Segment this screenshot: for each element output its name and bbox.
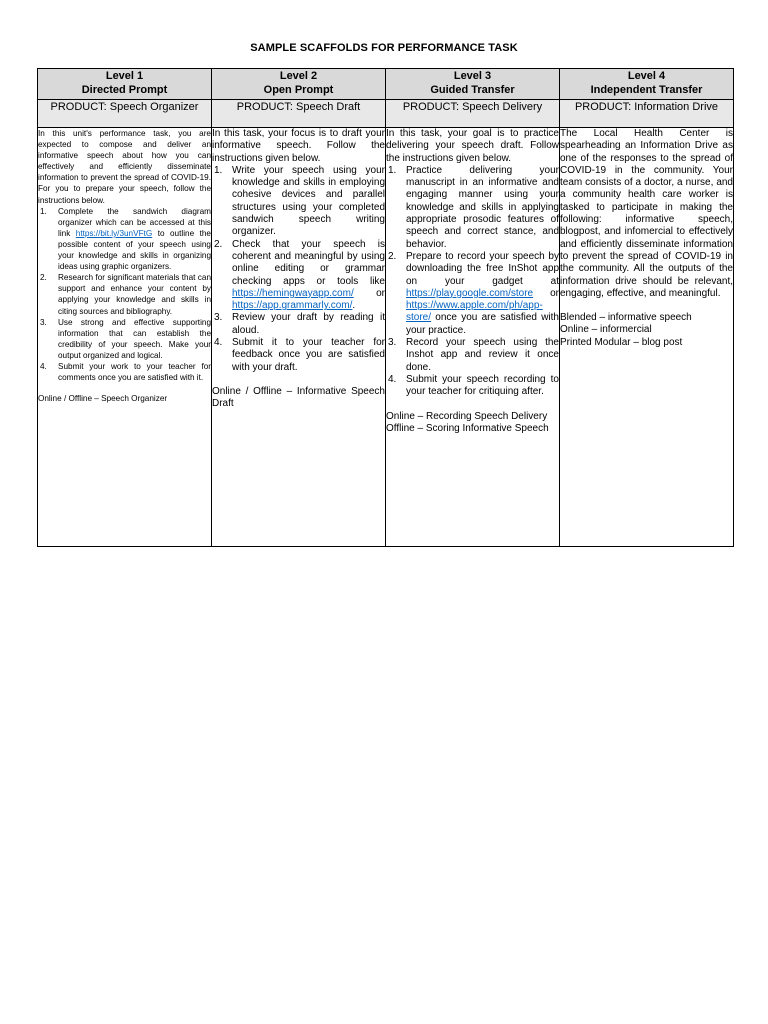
instructions-row: [38, 128, 734, 547]
step-text: Prepare to record your speech by downloading the free InShot app on your gadget at: [406, 250, 559, 287]
product-row: [38, 100, 734, 128]
level-3-header: [386, 69, 560, 100]
hemingway-link[interactable]: https://hemingwayapp.com/: [232, 287, 354, 299]
level-1-header: [38, 69, 212, 100]
level-label: Level 1: [105, 70, 144, 82]
play-store-link[interactable]: https://play.google.com/store: [406, 287, 534, 299]
step-number: 1.: [40, 206, 47, 216]
level-label: Level 4: [627, 70, 666, 82]
document-title: SAMPLE SCAFFOLDS FOR PERFORMANCE TASK: [250, 42, 518, 54]
task-intro: In this unit's performance task, you are expected to compose and deliver an informative speech about how you can effectively and efficiently disseminate information to prevent the spread of COVID-19. For you to prepare your speech, follow the instructions below.: [38, 129, 211, 205]
level-4-header: [560, 69, 734, 100]
step-text: Practice delivering your manuscript in an informative and engaging manner using your knowledge and skills in applying appropriate prosodic features of speech and correct stance, and behavior.: [406, 164, 559, 250]
instruction-step: [38, 272, 211, 316]
step-number: 3.: [214, 312, 223, 324]
step-text: Check that your speech is coherent and meaningful by using online editing or grammar checking apps or tools like: [232, 238, 385, 287]
instruction-step: [212, 337, 385, 374]
mode-footer: Online / Offline – Speech Organizer: [38, 394, 168, 404]
instruction-list: [386, 165, 559, 399]
level-2-instructions: [212, 128, 386, 547]
instruction-step: [386, 337, 559, 374]
step-number: 3.: [40, 317, 47, 327]
level-label: Level 3: [453, 70, 492, 82]
instruction-step: [38, 317, 211, 361]
instruction-step: [386, 165, 559, 251]
level-name: Directed Prompt: [81, 84, 168, 96]
mode-line: Online – informercial: [560, 324, 652, 336]
step-text: Review your draft by reading it aloud.: [232, 312, 385, 336]
step-number: 3.: [388, 337, 397, 349]
task-intro: In this task, your goal is to practice delivering your speech draft. Follow the instructions given below.: [386, 128, 559, 164]
product-speech-draft: PRODUCT: Speech Draft: [212, 100, 386, 128]
step-text: Submit your work to your teacher for comments once you are satisfied with it.: [58, 361, 211, 383]
mode-line: Printed Modular – blog post: [560, 336, 683, 348]
instruction-step: [212, 239, 385, 313]
step-text: or: [533, 287, 559, 299]
level-label: Level 2: [279, 70, 318, 82]
step-number: 1.: [214, 164, 223, 176]
organizer-link[interactable]: https://bit.ly/3unVFtG: [75, 228, 153, 238]
step-number: 2.: [40, 273, 47, 283]
mode-footer: Online – Recording Speech Delivery: [386, 410, 548, 422]
step-text: to outline the possible content of your speech using your knowledge and skills in organizing ideas using graphic organizers.: [58, 228, 211, 272]
step-number: 1.: [388, 164, 397, 176]
level-name: Guided Transfer: [430, 84, 515, 96]
instruction-step: [212, 312, 385, 337]
step-number: 2.: [388, 250, 397, 262]
step-text: Research for significant materials that can support and enhance your content by applying your knowledge and skills in citing sources and bibliography.: [58, 273, 211, 316]
step-text: or: [353, 287, 385, 299]
scaffold-table: [37, 68, 734, 547]
mode-footer: Online / Offline – Informative Speech Draft: [212, 385, 385, 410]
step-text: Submit your speech recording to your teacher for critiquing after.: [406, 373, 559, 398]
instruction-step: [386, 374, 559, 399]
instruction-step: [38, 361, 211, 383]
grammarly-link[interactable]: https://app.grammarly.com/: [232, 300, 353, 312]
level-2-header: [212, 69, 386, 100]
instruction-step: [38, 206, 211, 273]
level-name: Independent Transfer: [590, 84, 703, 96]
step-text: Record your speech using the Inshot app and review it once done.: [406, 337, 559, 373]
product-speech-delivery: PRODUCT: Speech Delivery: [386, 100, 560, 128]
product-information-drive: PRODUCT: Information Drive: [560, 100, 734, 128]
instruction-step: [212, 165, 385, 239]
level-1-instructions: [38, 128, 212, 547]
step-text: .: [352, 300, 356, 312]
instruction-step: [386, 251, 559, 337]
step-number: 4.: [40, 361, 47, 371]
level-3-instructions: [386, 128, 560, 547]
instruction-list: [212, 165, 385, 374]
step-text: Write your speech using your knowledge and skills in employing cohesive devices and parallel structures using your completed sandwich speech writing organizer.: [232, 164, 385, 238]
step-number: 4.: [214, 337, 223, 349]
mode-footer: Offline – Scoring Informative Speech: [386, 422, 549, 434]
step-text: once you are satisfied with your practice.: [406, 312, 559, 336]
app-store-link[interactable]: https://www.apple.com/ph/app-store/: [406, 300, 543, 324]
level-header-row: [38, 69, 734, 100]
mode-line: Blended – informative speech: [560, 312, 692, 324]
product-speech-organizer: PRODUCT: Speech Organizer: [38, 100, 212, 128]
step-text: Submit it to your teacher for feedback once you are satisfied with your draft.: [232, 337, 385, 373]
level-4-instructions: [560, 128, 734, 547]
step-text: Use strong and effective supporting information that can establish the credibility of your speech. Make your output organized and logical.: [58, 317, 211, 360]
level-name: Open Prompt: [263, 84, 334, 96]
task-intro: The Local Health Center is spearheading an Information Drive as one of the responses to the spread of COVID-19 in the community. Your team consists of a doctor, a nurse, and a community health care worker is tasked to participate in making the following: informative speech, blogpost, and infomercial to effectively and efficiently disseminate information to prevent the spread of COVID-19 in the community. All the outputs of the information drive should be relevant, engaging, effective, and meaningful.: [560, 128, 733, 299]
task-intro: In this task, your focus is to draft your informative speech. Follow the instructions given below.: [212, 128, 385, 164]
step-text: Complete the sandwich diagram organizer which can be accessed at this link: [58, 206, 211, 238]
instruction-list: [38, 206, 211, 384]
step-number: 2.: [214, 238, 223, 250]
step-number: 4.: [388, 373, 397, 385]
